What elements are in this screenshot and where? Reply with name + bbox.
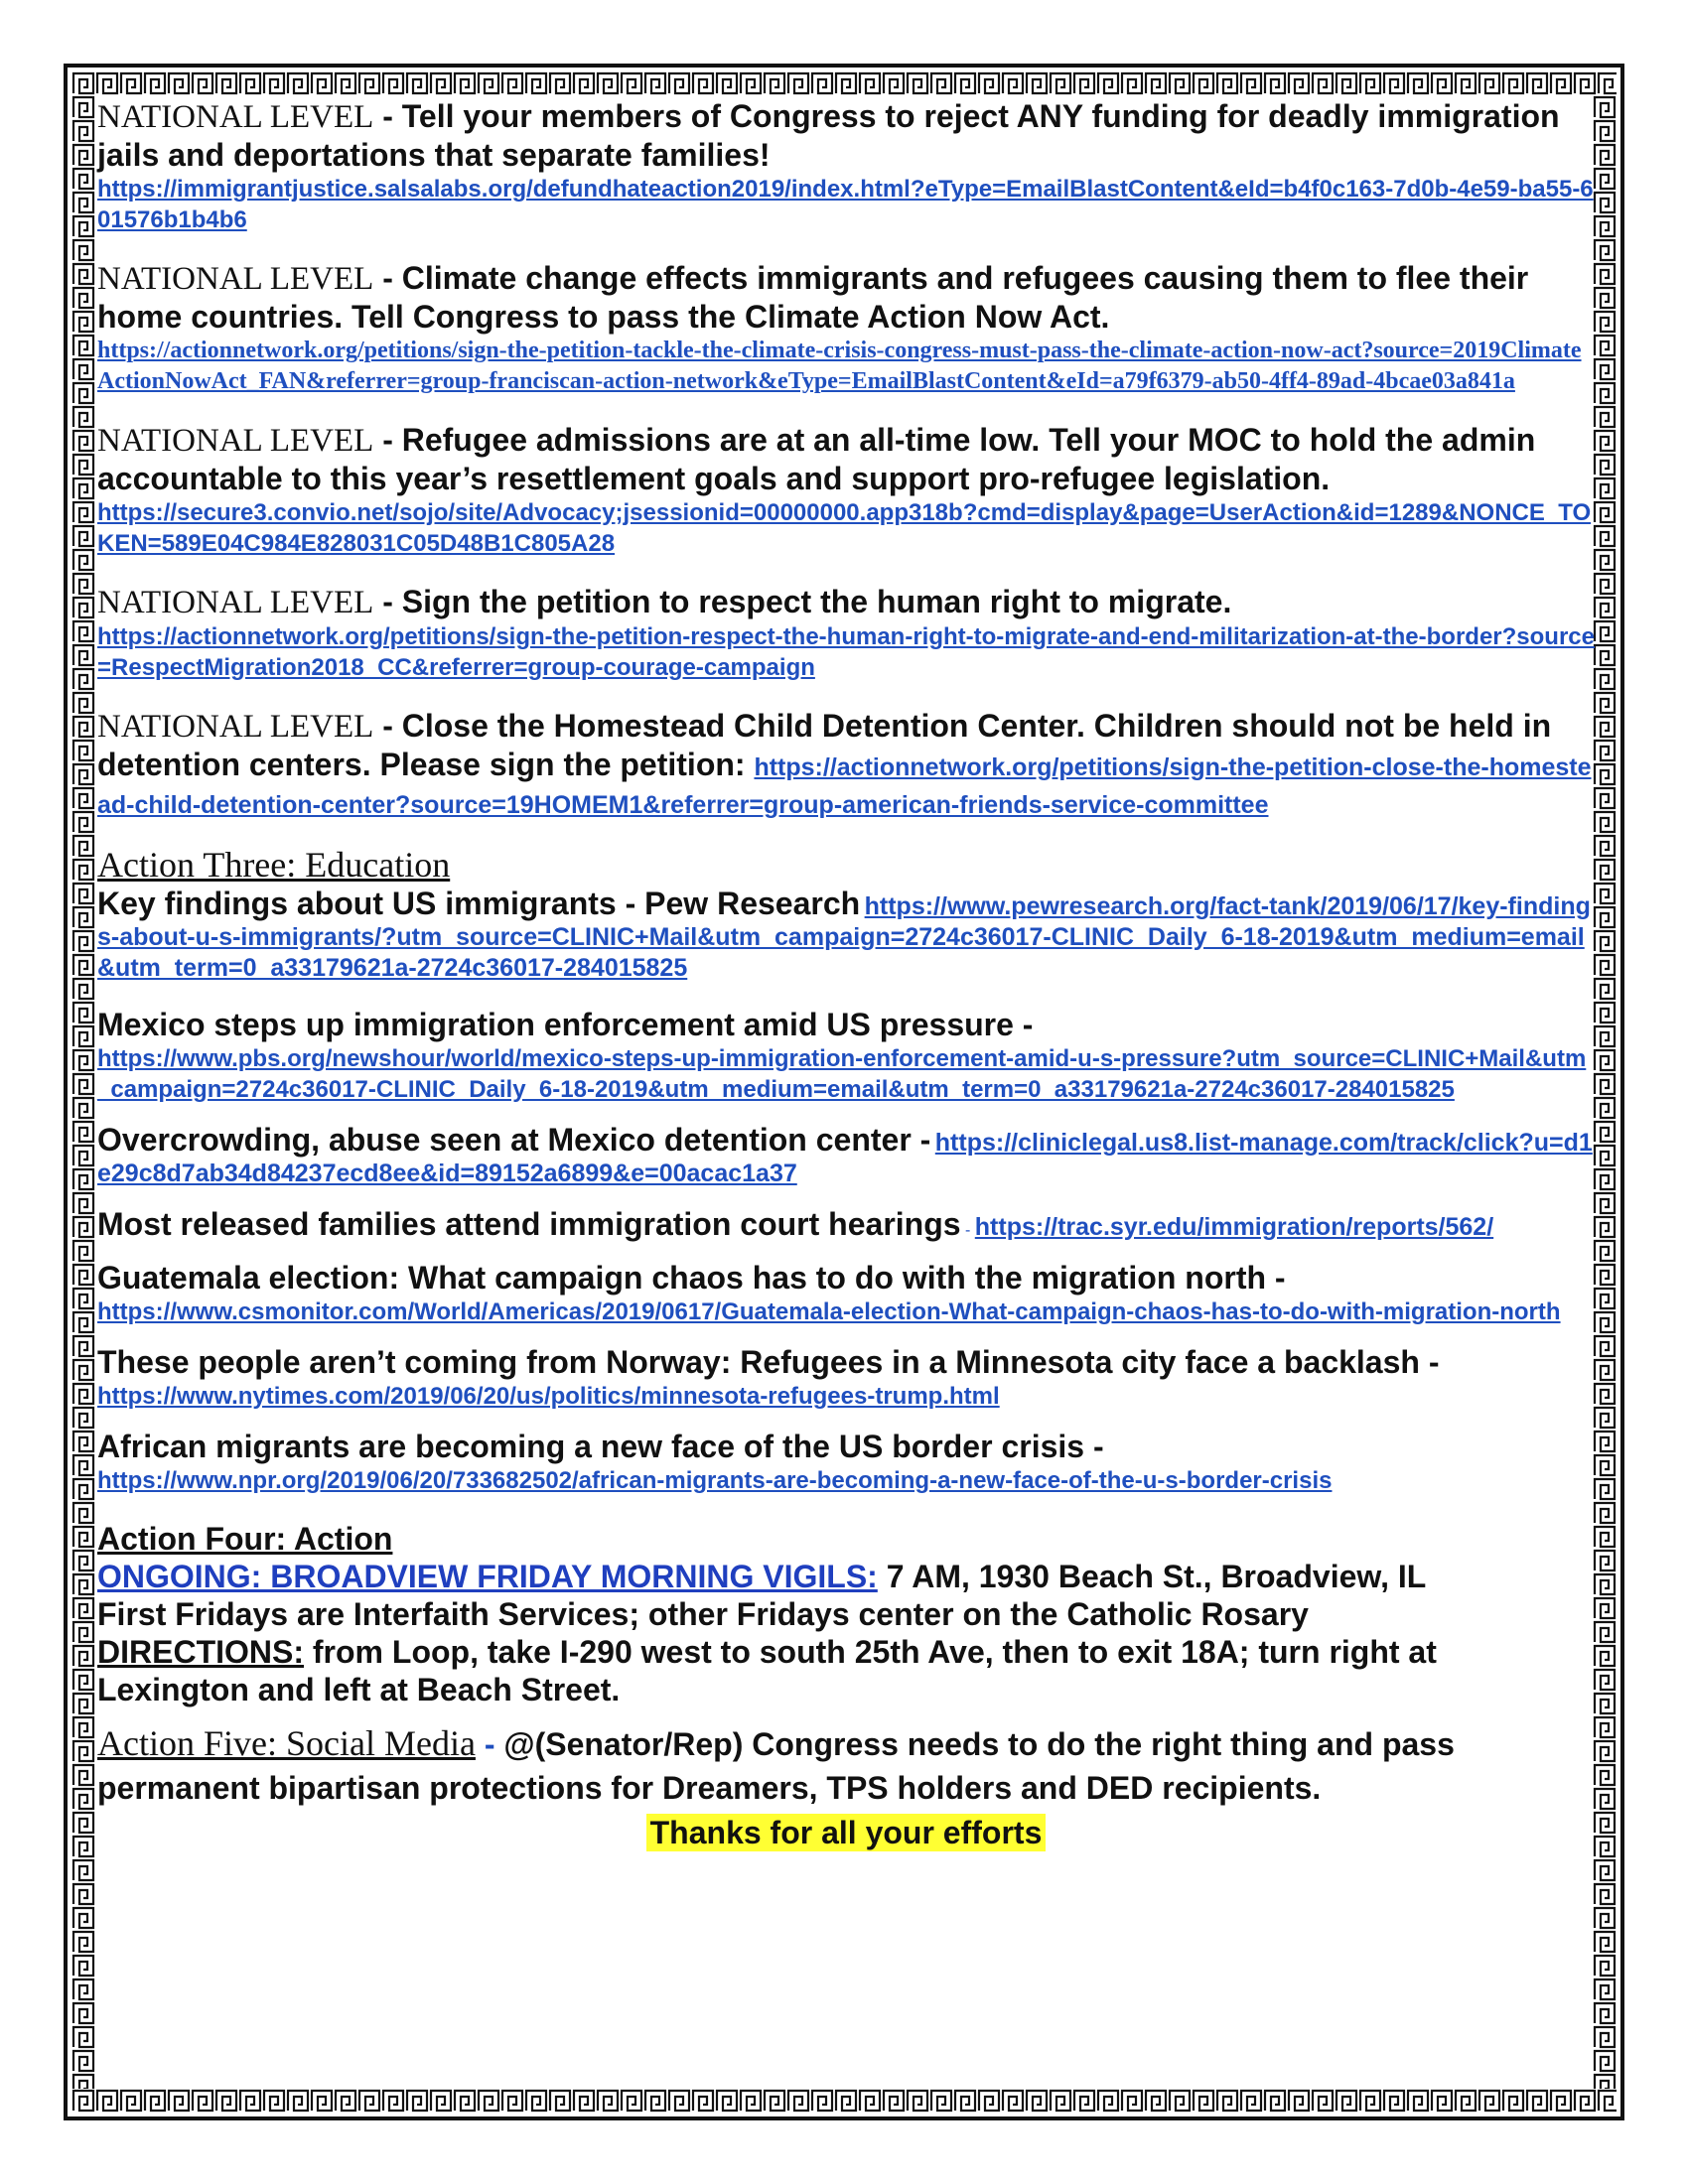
vigil-link[interactable]: ONGOING: BROADVIEW FRIDAY MORNING VIGILS: bbox=[97, 1559, 878, 1594]
directions-text: from Loop, take I-290 west to south 25th Ave, then to exit 18A; turn right at Lexington and left at Beach Street. bbox=[97, 1634, 1437, 1707]
education-item-title: Mexico steps up immigration enforcement amid US pressure - bbox=[97, 1007, 1034, 1042]
border-bottom bbox=[71, 2089, 1617, 2113]
item-link[interactable]: https://actionnetwork.org/petitions/sign-the-petition-respect-the-human-right-to-migrate-and-end-militarization-at-the-border?source=RespectMigration2018_CC&referrer=group-courage-campaign bbox=[97, 623, 1595, 681]
item-text: Tell your members of Congress to reject ANY funding for deadly immigration jails and deportations that separate families! bbox=[97, 98, 1560, 173]
item-text: Climate change effects immigrants and refugees causing them to flee their home countries. Tell Congress to pass the Climate Action Now Act. bbox=[97, 260, 1529, 335]
education-item-title: Overcrowding, abuse seen at Mexico detention center - bbox=[97, 1122, 931, 1158]
education-item-link[interactable]: https://cliniclegal.us8.list-manage.com/track/click?u=d1e29c8d7ab34d84237ecd8ee&id=89152a6899&e=00acac1a37 bbox=[97, 1129, 1593, 1187]
education-item-link[interactable]: https://trac.syr.edu/immigration/reports/562/ bbox=[974, 1213, 1494, 1241]
education-item-link[interactable]: https://www.nytimes.com/2019/06/20/us/politics/minnesota-refugees-trump.html bbox=[97, 1383, 1000, 1410]
education-item bbox=[97, 1343, 1595, 1412]
item-text: Refugee admissions are at an all-time low. Tell your MOC to hold the admin accountable to this year’s resettlement goals and support pro-refugee legislation. bbox=[97, 422, 1536, 496]
greek-key-pattern-right bbox=[1593, 95, 1617, 2089]
education-item bbox=[97, 1428, 1595, 1496]
item-text: Sign the petition to respect the human right to migrate. bbox=[401, 584, 1232, 619]
item-link[interactable]: https://secure3.convio.net/sojo/site/Advocacy;jsessionid=00000000.app318b?cmd=display&page=UserAction&id=1289&NONCE_TOKEN=589E04C984E828031C05D48B1C805A28 bbox=[97, 499, 1592, 557]
action-five-text: @(Senator/Rep) Congress needs to do the right thing and pass permanent bipartisan protections for Dreamers, TPS holders and DED recipients. bbox=[97, 1726, 1455, 1806]
border-right bbox=[1593, 95, 1617, 2089]
action-four-heading: Action Four: Action bbox=[97, 1521, 393, 1557]
education-item bbox=[97, 1006, 1595, 1105]
action-five-heading: Action Five: Social Media bbox=[97, 1723, 476, 1763]
education-item bbox=[97, 885, 1595, 984]
document-body bbox=[97, 97, 1595, 1851]
closing-row bbox=[97, 1814, 1595, 1851]
greek-key-pattern-top bbox=[71, 71, 1617, 95]
level-label: NATIONAL LEVEL bbox=[97, 585, 374, 620]
action-five-section bbox=[97, 1722, 1595, 1810]
education-item-link[interactable]: https://www.pbs.org/newshour/world/mexico-steps-up-immigration-enforcement-amid-u-s-pressure?utm_source=CLINIC+Mail&utm_campaign=2724c36017-CLINIC_Daily_6-18-2019&utm_medium=email&utm_term=0_a33179621a-2724c36017-284015825 bbox=[97, 1045, 1587, 1103]
greek-key-pattern-left bbox=[71, 95, 95, 2089]
action-four-section bbox=[97, 1520, 1595, 1708]
national-item-4: NATIONAL LEVEL - Sign the petition to respect the human right to migrate. https://actionnetwork.org/petitions/sign-the-petition-respect-the-human-right-to-migrate-and-end-militarization-at-the-border?source=RespectMigration2018_CC&referrer=group-courage-campaign bbox=[97, 584, 1595, 681]
level-label: NATIONAL LEVEL bbox=[97, 709, 374, 745]
vigil-note: First Fridays are Interfaith Services; other Fridays center on the Catholic Rosary bbox=[97, 1596, 1309, 1632]
greek-key-pattern-bottom bbox=[71, 2089, 1617, 2113]
directions-label: DIRECTIONS: bbox=[97, 1634, 304, 1670]
education-item-title: These people aren’t coming from Norway: Refugees in a Minnesota city face a backlash - bbox=[97, 1344, 1440, 1380]
level-label: NATIONAL LEVEL bbox=[97, 99, 374, 135]
item-link[interactable]: https://actionnetwork.org/petitions/sign-the-petition-close-the-homestead-child-detention-center?source=19HOMEM1&referrer=group-american-friends-service-committee bbox=[97, 753, 1592, 819]
action-five-dash: - bbox=[475, 1726, 504, 1762]
education-item bbox=[97, 1205, 1595, 1243]
education-item bbox=[97, 1259, 1595, 1327]
education-item-link[interactable]: https://www.pewresearch.org/fact-tank/2019/06/17/key-findings-about-u-s-immigrants/?utm_source=CLINIC+Mail&utm_campaign=2724c36017-CLINIC_Daily_6-18-2019&utm_medium=email&utm_term=0_a33179621a-2724c36017-284015825 bbox=[97, 892, 1591, 982]
education-section bbox=[97, 845, 1595, 1496]
education-item bbox=[97, 1121, 1595, 1189]
education-item-link[interactable]: https://www.csmonitor.com/World/Americas/2019/0617/Guatemala-election-What-campaign-chaos-has-to-do-with-migration-north bbox=[97, 1298, 1561, 1325]
vigil-detail: 7 AM, 1930 Beach St., Broadview, IL bbox=[877, 1559, 1427, 1594]
education-item-title: African migrants are becoming a new face of the US border crisis - bbox=[97, 1429, 1104, 1464]
level-label: NATIONAL LEVEL bbox=[97, 423, 374, 459]
level-label: NATIONAL LEVEL bbox=[97, 261, 374, 297]
closing-highlight: Thanks for all your efforts bbox=[646, 1814, 1047, 1851]
border-left bbox=[71, 95, 95, 2089]
education-item-title: Guatemala election: What campaign chaos has to do with the migration north - bbox=[97, 1260, 1286, 1296]
education-item-dash: - bbox=[965, 1222, 971, 1239]
national-item-2: NATIONAL LEVEL - Climate change effects immigrants and refugees causing them to flee their home countries. Tell Congress to pass the Climate Action Now Act. https://actionnetwork.org/petitions/sign-the-petition-tackle-the-climate-crisis-congress-must-pass-the-climate-action-now-act?source=2019ClimateActionNowAct_FAN&referrer=group-franciscan-action-network&eType=EmailBlastContent&eId=a79f6379-ab50-4ff4-89ad-4bcae03a841a bbox=[97, 259, 1595, 397]
item-link[interactable]: https://actionnetwork.org/petitions/sign-the-petition-tackle-the-climate-crisis-congress-must-pass-the-climate-action-now-act?source=2019ClimateActionNowAct_FAN&referrer=group-franciscan-action-network&eType=EmailBlastContent&eId=a79f6379-ab50-4ff4-89ad-4bcae03a841a bbox=[97, 338, 1582, 394]
border-top bbox=[71, 71, 1617, 95]
education-item-link[interactable]: https://www.npr.org/2019/06/20/733682502/african-migrants-are-becoming-a-new-face-of-the-u-s-border-crisis bbox=[97, 1467, 1333, 1494]
education-heading: Action Three: Education bbox=[97, 845, 451, 885]
education-item-title: Most released families attend immigration court hearings bbox=[97, 1206, 961, 1242]
item-link[interactable]: https://immigrantjustice.salsalabs.org/defundhateaction2019/index.html?eType=EmailBlastContent&eId=b4f0c163-7d0b-4e59-ba55-601576b1b4b6 bbox=[97, 176, 1594, 233]
national-item-5: NATIONAL LEVEL - Close the Homestead Child Detention Center. Children should not be held in detention centers. Please sign the petition: https://actionnetwork.org/petitions/sign-the-petition-close-the-homestead-child-detention-center?source=19HOMEM1&referrer=group-american-friends-service-committee bbox=[97, 708, 1592, 819]
national-item-1: NATIONAL LEVEL - Tell your members of Congress to reject ANY funding for deadly immigration jails and deportations that separate families! https://immigrantjustice.salsalabs.org/defundhateaction2019/index.html?eType=EmailBlastContent&eId=b4f0c163-7d0b-4e59-ba55-601576b1b4b6 bbox=[97, 98, 1594, 233]
national-item-3: NATIONAL LEVEL - Refugee admissions are at an all-time low. Tell your MOC to hold the admin accountable to this year’s resettlement goals and support pro-refugee legislation. https://secure3.convio.net/sojo/site/Advocacy;jsessionid=00000000.app318b?cmd=display&page=UserAction&id=1289&NONCE_TOKEN=589E04C984E828031C05D48B1C805A28 bbox=[97, 421, 1595, 559]
item-text: Close the Homestead Child Detention Center. Children should not be held in detention centers. Please sign the petition: bbox=[97, 708, 1552, 782]
education-item-title: Key findings about US immigrants - Pew Research bbox=[97, 886, 861, 921]
